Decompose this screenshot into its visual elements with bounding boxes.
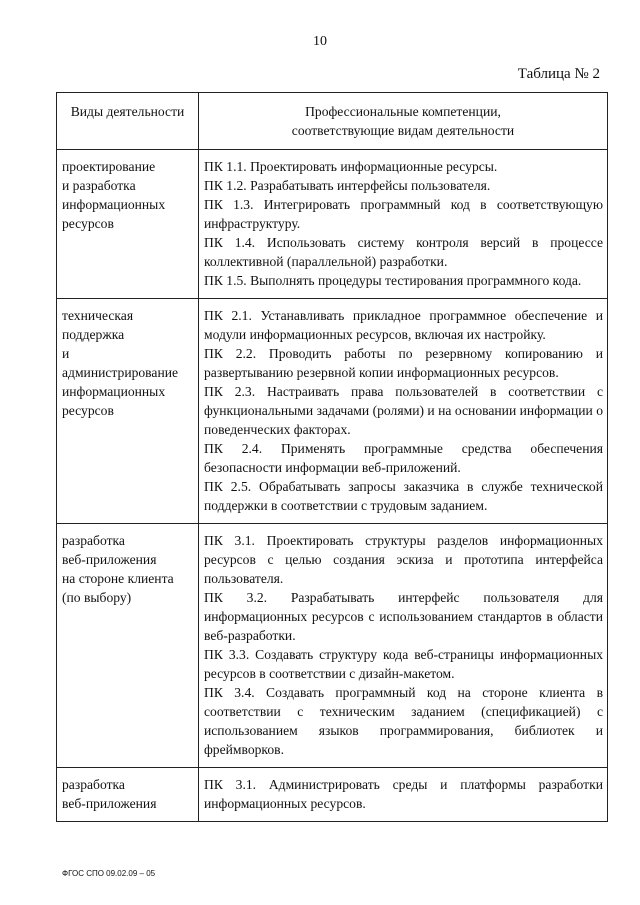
activity-cell bbox=[57, 150, 199, 299]
competences-cell bbox=[199, 299, 608, 524]
competence-item: ПК 2.2. Проводить работы по резервному копированию и развертыванию резервной копии информационных ресурсов. bbox=[204, 346, 603, 380]
competence-item: ПК 3.3. Создавать структуру кода веб-страницы информационных ресурсов в соответствии с дизайн-макетом. bbox=[204, 647, 603, 681]
activity-line: ресурсов bbox=[62, 216, 114, 231]
table-row bbox=[57, 768, 608, 822]
page-number: 10 bbox=[313, 34, 327, 49]
competences-cell bbox=[199, 150, 608, 299]
activity-line: ресурсов bbox=[62, 403, 114, 418]
competence-item: ПК 2.4. Применять программные средства обеспечения безопасности информации веб-приложений. bbox=[204, 441, 603, 475]
activity-line: администрирование bbox=[62, 365, 179, 380]
competence-item: ПК 1.1. Проектировать информационные ресурсы. bbox=[204, 159, 498, 174]
activity-line: и bbox=[62, 346, 70, 361]
activity-cell bbox=[57, 299, 199, 524]
competence-item: ПК 1.4. Использовать систему контроля версий в процессе коллективной (параллельной) разработки. bbox=[204, 235, 603, 269]
table-header-row bbox=[57, 93, 608, 150]
competence-table bbox=[56, 92, 608, 822]
activity-line: разработка bbox=[62, 777, 125, 792]
activity-cell bbox=[57, 768, 199, 822]
activity-line: веб-приложения bbox=[62, 552, 157, 567]
activity-line: информационных bbox=[62, 197, 166, 212]
footer-document-code: ФГОС СПО 09.02.09 – 05 bbox=[62, 869, 156, 878]
competence-item: ПК 3.2. Разрабатывать интерфейс пользователя для информационных ресурсов с использованием стандартов в области веб-разработки. bbox=[204, 590, 603, 643]
competence-item: ПК 2.1. Устанавливать прикладное программное обеспечение и модули информационных ресурсов, включая их настройку. bbox=[204, 308, 603, 342]
activity-line: на стороне клиента bbox=[62, 571, 174, 586]
header-activity: Виды деятельности bbox=[57, 93, 199, 150]
activity-line: (по выбору) bbox=[62, 590, 132, 605]
competence-item: ПК 3.1. Проектировать структуры разделов информационных ресурсов с целью создания эскиза и прототипа интерфейса пользователя. bbox=[204, 533, 603, 586]
header-competences bbox=[199, 93, 608, 150]
competences-cell bbox=[199, 524, 608, 768]
competence-item: ПК 1.5. Выполнять процедуры тестирования программного кода. bbox=[204, 273, 582, 288]
competences-cell bbox=[199, 768, 608, 822]
competence-item: ПК 1.3. Интегрировать программный код в соответствующую инфраструктуру. bbox=[204, 197, 603, 231]
activity-line: веб-приложения bbox=[62, 796, 157, 811]
competence-item: ПК 1.2. Разрабатывать интерфейсы пользователя. bbox=[204, 178, 491, 193]
activity-line: поддержка bbox=[62, 327, 125, 342]
activity-cell bbox=[57, 524, 199, 768]
competence-item: ПК 2.5. Обрабатывать запросы заказчика в службе технической поддержки в соответствии с трудовым заданием. bbox=[204, 479, 603, 513]
table-row bbox=[57, 299, 608, 524]
activity-line: проектирование bbox=[62, 159, 156, 174]
table-row bbox=[57, 524, 608, 768]
activity-line: информационных bbox=[62, 384, 166, 399]
activity-line: техническая bbox=[62, 308, 134, 323]
header-competences-line: соответствующие видам деятельности bbox=[291, 123, 515, 138]
competence-item: ПК 3.1. Администрировать среды и платформы разработки информационных ресурсов. bbox=[204, 777, 603, 811]
competence-item: ПК 3.4. Создавать программный код на стороне клиента в соответствии с техническим заданием (спецификацией) с использованием языков программирования, библиотек и фреймворков. bbox=[204, 685, 603, 757]
table-caption: Таблица № 2 bbox=[517, 66, 600, 82]
activity-line: и разработка bbox=[62, 178, 136, 193]
competence-item: ПК 2.3. Настраивать права пользователей в соответствии с функциональными задачами (ролями) и на основании информации о поведенческих факторах. bbox=[204, 384, 603, 437]
table-row bbox=[57, 150, 608, 299]
activity-line: разработка bbox=[62, 533, 125, 548]
header-competences-line: Профессиональные компетенции, bbox=[305, 104, 501, 119]
